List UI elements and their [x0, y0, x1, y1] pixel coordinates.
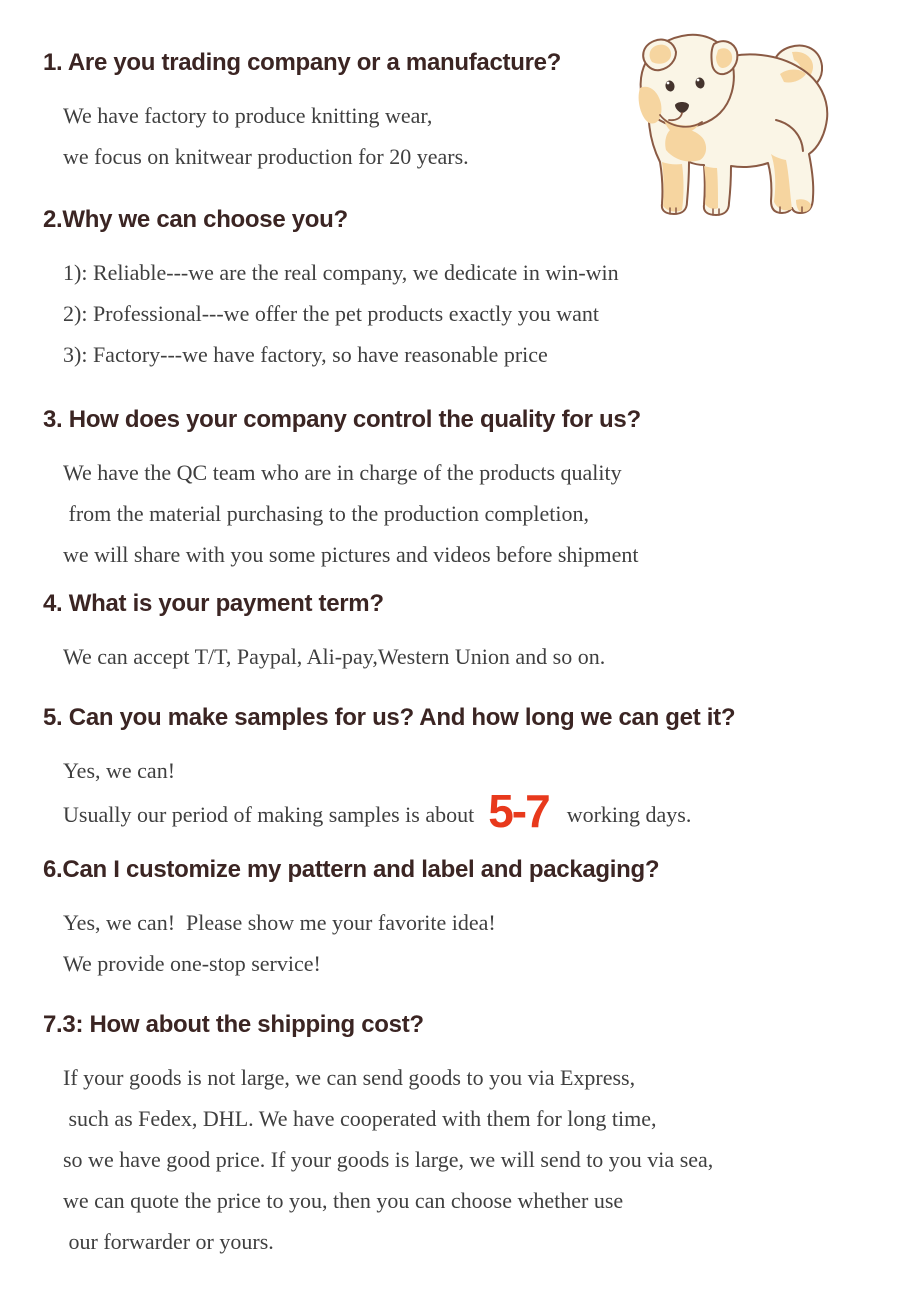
faq-answer-line: We provide one-stop service!: [63, 951, 321, 976]
sample-period-text: Usually our period of making samples is about: [63, 802, 475, 827]
faq-answer-line: 3): Factory---we have factory, so have reasonable price: [63, 342, 548, 367]
sample-days-highlight: 5-7: [488, 785, 549, 837]
faq-answers: [43, 252, 873, 375]
faq-section-6: [43, 855, 873, 984]
faq-section-5: [43, 703, 873, 835]
faq-answer-sample-line: [63, 785, 873, 837]
faq-question: 4. What is your payment term?: [43, 590, 384, 617]
faq-answer-line: We have the QC team who are in charge of the products quality: [63, 460, 622, 485]
faq-question: 6.Can I customize my pattern and label and packaging?: [43, 856, 660, 883]
faq-answer-line: 2): Professional---we offer the pet products exactly you want: [63, 301, 599, 326]
faq-answers: [43, 902, 873, 984]
faq-answer-line: our forwarder or yours.: [63, 1229, 274, 1254]
faq-answer-line: we will share with you some pictures and videos before shipment: [63, 542, 639, 567]
faq-answer-line: We can accept T/T, Paypal, Ali-pay,Western Union and so on.: [63, 644, 606, 669]
faq-answer-line: Yes, we can!: [63, 758, 176, 783]
faq-answers: [43, 452, 873, 575]
faq-answers: [43, 636, 873, 677]
faq-answer-line: We have factory to produce knitting wear,: [63, 103, 433, 128]
faq-answers: [43, 1057, 873, 1262]
faq-answer-line: 1): Reliable---we are the real company, we dedicate in win-win: [63, 260, 619, 285]
sample-period-suffix: working days.: [566, 802, 692, 827]
faq-answer-line: such as Fedex, DHL. We have cooperated with them for long time,: [63, 1106, 657, 1131]
faq-question: 3. How does your company control the quality for us?: [43, 406, 641, 433]
faq-answer-line: from the material purchasing to the production completion,: [63, 501, 590, 526]
faq-question: 2.Why we can choose you?: [43, 206, 348, 233]
faq-section-4: [43, 589, 873, 677]
faq-section-3: [43, 405, 873, 575]
faq-answers: [43, 750, 873, 835]
faq-question: 7.3: How about the shipping cost?: [43, 1011, 424, 1038]
faq-question: 1. Are you trading company or a manufacture?: [43, 49, 562, 76]
faq-section-2: [43, 205, 873, 375]
faq-answer-line: so we have good price. If your goods is large, we will send to you via sea,: [63, 1147, 714, 1172]
faq-answer-line: Yes, we can! Please show me your favorite idea!: [63, 910, 496, 935]
faq-question: 5. Can you make samples for us? And how long we can get it?: [43, 704, 736, 731]
faq-answer-line: If your goods is not large, we can send goods to you via Express,: [63, 1065, 636, 1090]
faq-answers: [43, 95, 873, 177]
faq-section-1: [43, 48, 873, 177]
faq-answer-line: we focus on knitwear production for 20 years.: [63, 144, 469, 169]
faq-section-7: [43, 1010, 873, 1262]
faq-answer-line: we can quote the price to you, then you can choose whether use: [63, 1188, 624, 1213]
